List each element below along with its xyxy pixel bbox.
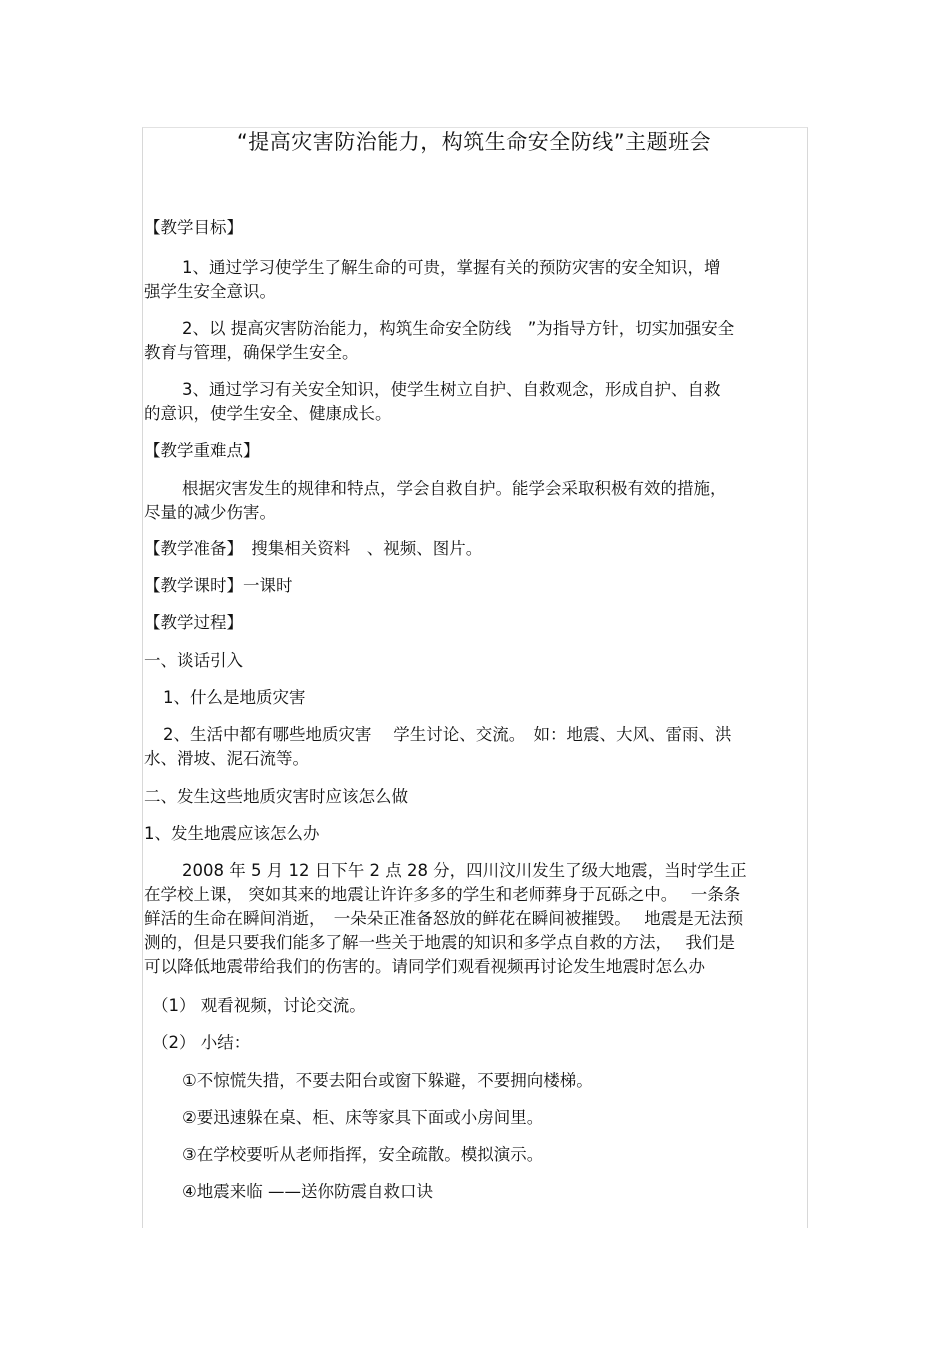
objective-1-line-1: 1、通过学习使学生了解生命的可贵，掌握有关的预防灾害的安全知识，增 [182, 258, 721, 277]
hours-line: 【教学课时】一课时 [144, 576, 293, 595]
objective-3-line-1: 3、通过学习有关安全知识，使学生树立自护、自救观念，形成自护、自救 [182, 380, 721, 399]
part-2-item-1: 1、发生地震应该怎么办 [144, 824, 320, 843]
earthquake-paragraph-line-4: 测的，但是只要我们能多了解一些关于地震的知识和多学点自救的方法， 我们是 [144, 933, 735, 952]
earthquake-paragraph-line-1: 2008 年 5 月 12 日下午 2 点 28 分，四川汶川发生了级大地震，当时学生正 [182, 861, 747, 880]
key-points-heading: 【教学重难点】 [144, 441, 260, 460]
part-1-item-2-line-2: 水、滑坡、泥石流等。 [144, 749, 309, 768]
process-heading: 【教学过程】 [144, 613, 243, 632]
tip-4: ④地震来临 ——送你防震自救口诀 [182, 1182, 434, 1201]
page-title: “提高灾害防治能力，构筑生命安全防线”主题班会 [236, 130, 712, 154]
earthquake-paragraph-line-3: 鲜活的生命在瞬间消逝， 一朵朵正准备怒放的鲜花在瞬间被摧毁。 地震是无法预 [144, 909, 744, 928]
objective-1-line-2: 强学生安全意识。 [144, 282, 276, 301]
tip-2: ②要迅速躲在桌、柜、床等家具下面或小房间里。 [182, 1108, 544, 1127]
step-2: （2） 小结： [152, 1033, 251, 1052]
tip-1: ①不惊慌失措，不要去阳台或窗下躲避，不要拥向楼梯。 [182, 1071, 593, 1090]
objective-3-line-2: 的意识，使学生安全、健康成长。 [144, 404, 392, 423]
part-2-heading: 二、发生这些地质灾害时应该怎么做 [144, 787, 408, 806]
objective-2-line-2: 教育与管理，确保学生安全。 [144, 343, 359, 362]
earthquake-paragraph-line-5: 可以降低地震带给我们的伤害的。请同学们观看视频再讨论发生地震时怎么办 [144, 957, 705, 976]
objectives-heading: 【教学目标】 [144, 218, 243, 237]
preparation-line: 【教学准备】 搜集相关资料 、视频、图片。 [144, 539, 483, 558]
key-points-line-2: 尽量的减少伤害。 [144, 503, 276, 522]
earthquake-paragraph-line-2: 在学校上课， 突如其来的地震让许许多多的学生和老师葬身于瓦砾之中。 一条条 [144, 885, 741, 904]
tip-3: ③在学校要听从老师指挥，安全疏散。模拟演示。 [182, 1145, 544, 1164]
part-1-item-2-line-1: 2、生活中都有哪些地质灾害 学生讨论、交流。 如：地震、大风、雷雨、洪 [163, 725, 732, 744]
step-1: （1） 观看视频，讨论交流。 [152, 996, 366, 1015]
objective-2-line-1: 2、以 提高灾害防治能力，构筑生命安全防线 ”为指导方针，切实加强安全 [182, 319, 735, 338]
part-1-heading: 一、谈话引入 [144, 651, 243, 670]
part-1-item-1: 1、什么是地质灾害 [163, 688, 306, 707]
key-points-line-1: 根据灾害发生的规律和特点，学会自救自护。能学会采取积极有效的措施， [182, 479, 727, 498]
